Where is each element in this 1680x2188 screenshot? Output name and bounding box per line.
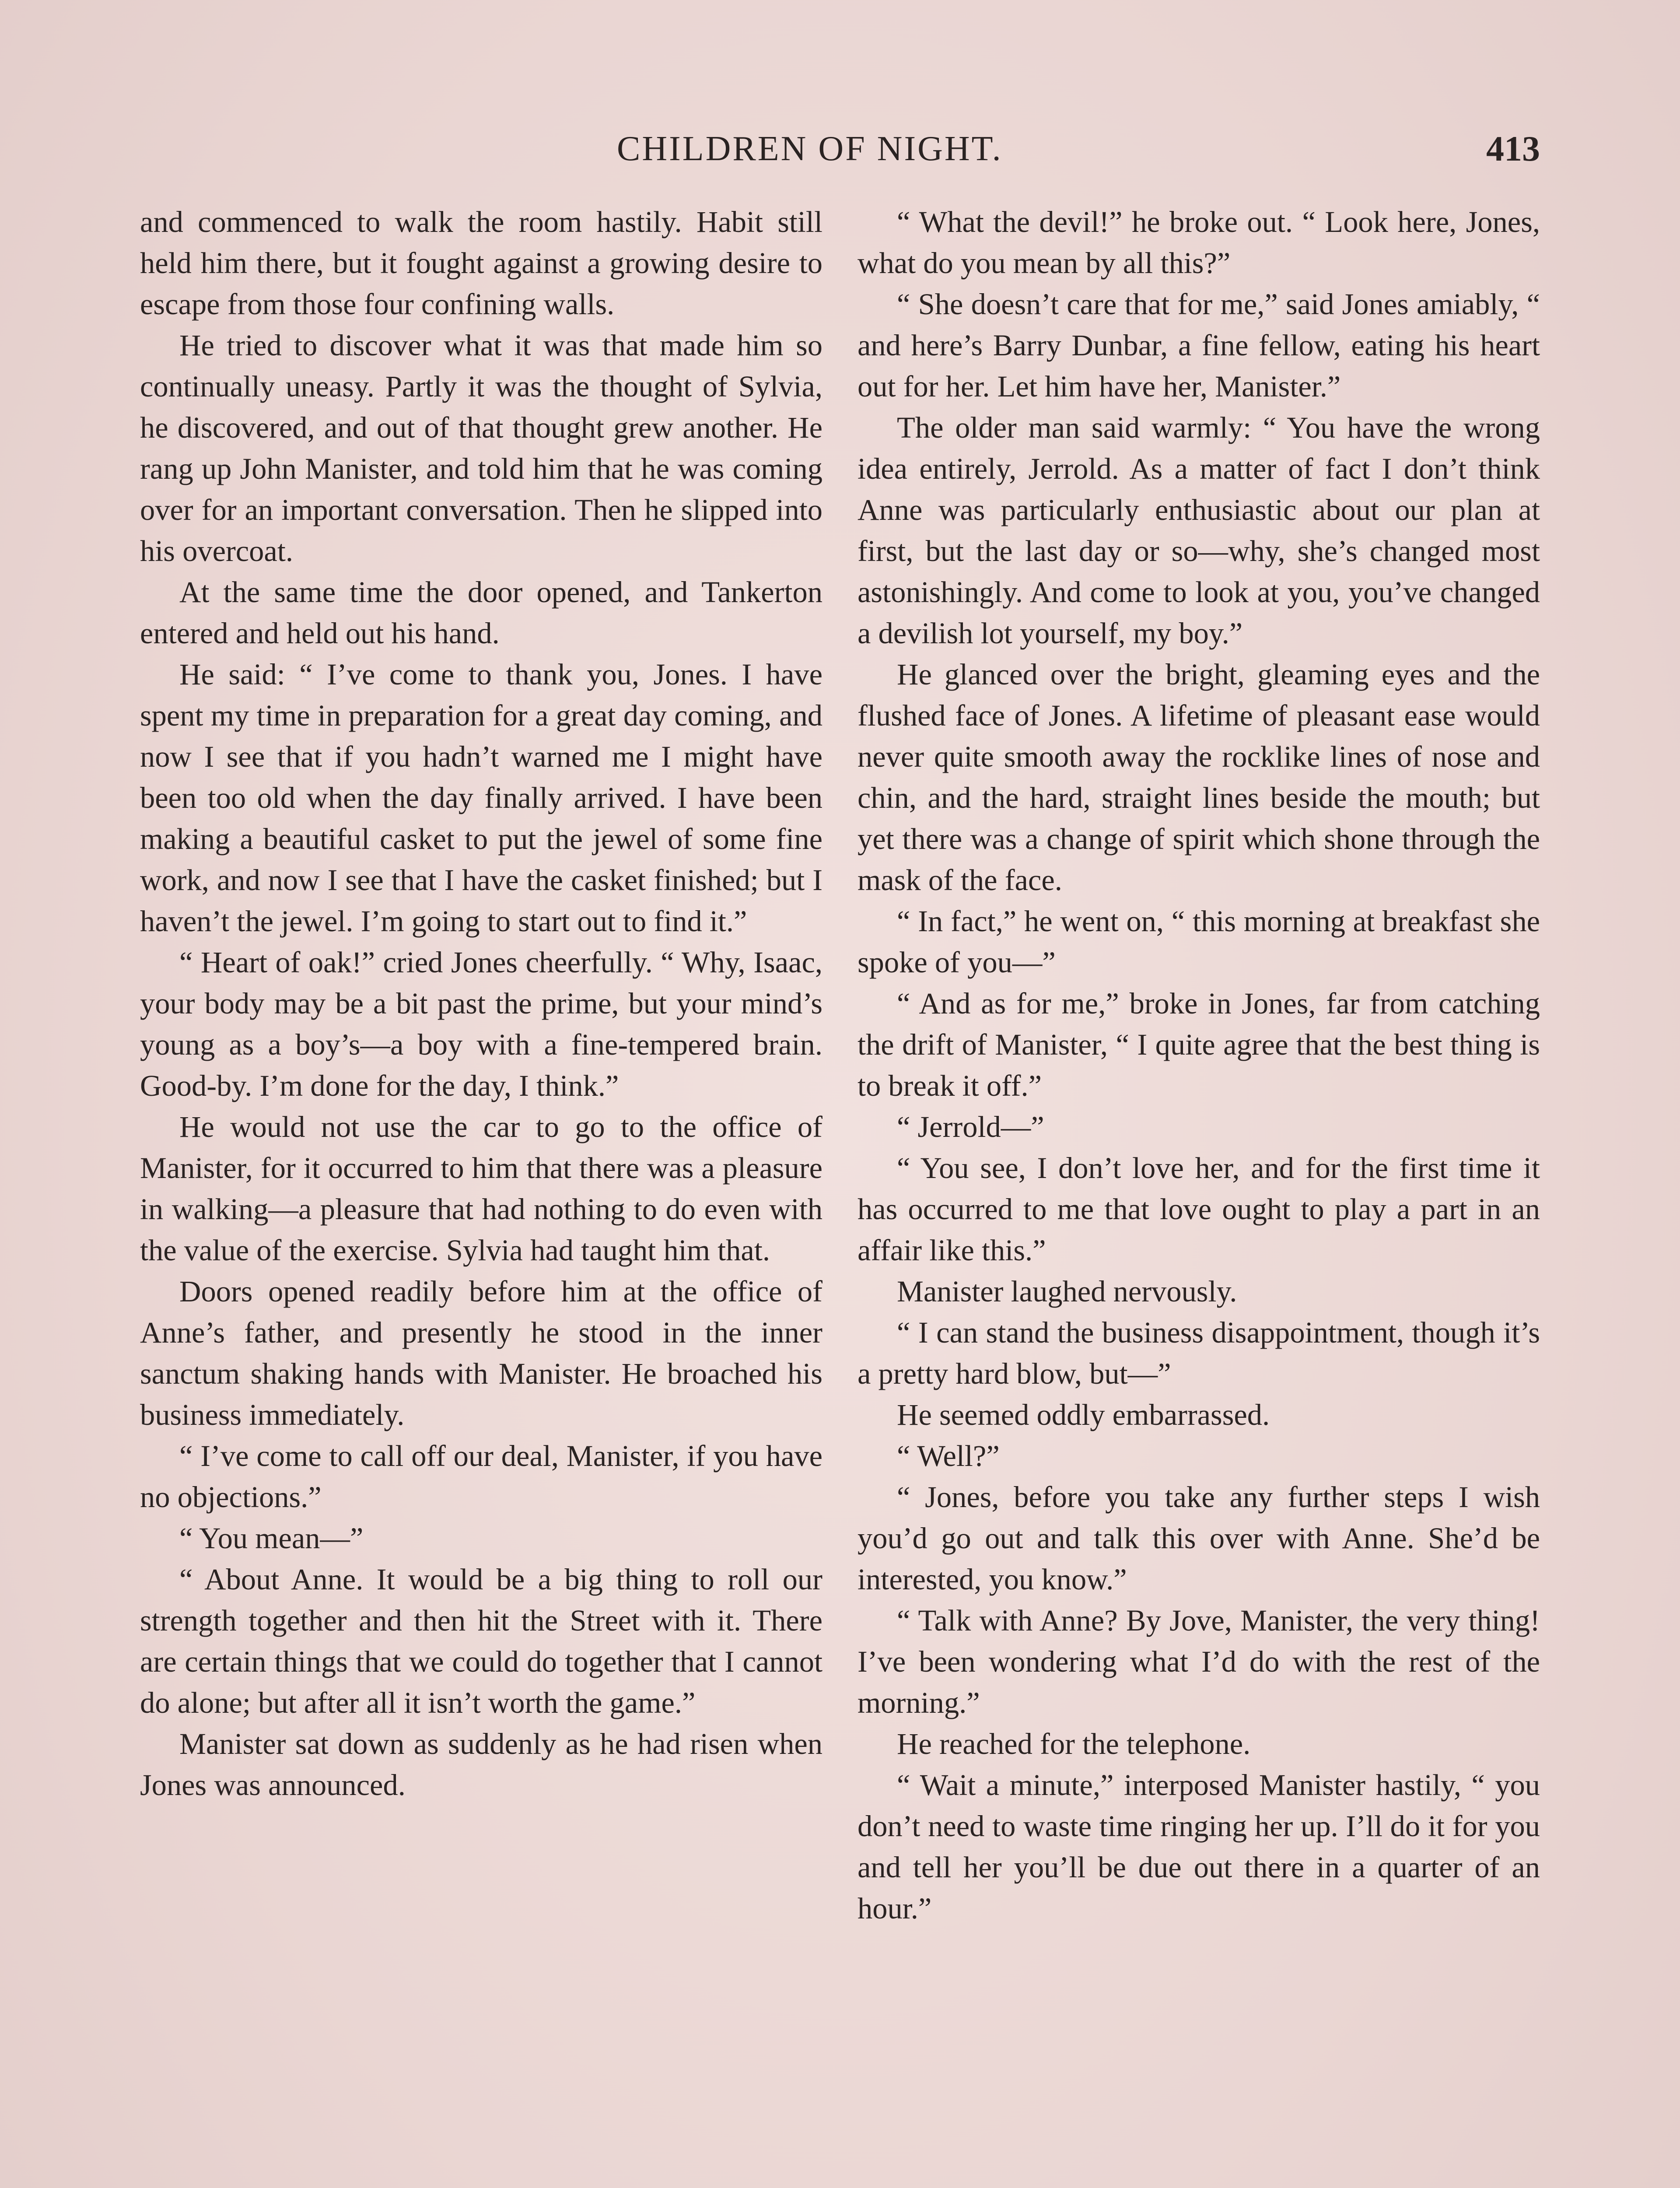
paragraph: “ Well?”	[897, 1439, 1000, 1473]
page-header	[131, 127, 1540, 175]
paragraph: “ What the devil!” he broke out. “ Look here, Jones, what do you mean by all this?”	[858, 205, 1540, 280]
paragraph: “ I can stand the business disappointment, though it’s a pretty hard blow, but—”	[858, 1316, 1540, 1390]
paragraph: Manister sat down as suddenly as he had risen when Jones was announced.	[140, 1727, 822, 1802]
paragraph: He glanced over the bright, gleaming eyes and the flushed face of Jones. A lifetime of pleasant ease would never quite smooth away the rocklike lines of nose and chin, and the hard, straight lines beside the mouth; but yet there was a change of spirit which shone through the mask of the face.	[858, 658, 1540, 897]
page-number: 413	[1486, 129, 1540, 168]
paragraph: “ Talk with Anne? By Jove, Manister, the very thing! I’ve been wondering what I’d do with the rest of the morning.”	[858, 1604, 1540, 1719]
paragraph: He said: “ I’ve come to thank you, Jones. I have spent my time in preparation for a great day coming, and now I see that if you hadn’t warned me I might have been too old when the day finally arrived. I have been making a beautiful casket to put the jewel of some fine work, and now I see that I have the casket finished; but I haven’t the jewel. I’m going to start out to find it.”	[140, 658, 822, 938]
paragraph: “ About Anne. It would be a big thing to roll our strength together and then hit the Street with it. There are certain things that we could do together that I cannot do alone; but after all it isn’t worth the game.”	[140, 1563, 822, 1719]
paragraph: “ Jones, before you take any further steps I wish you’d go out and talk this over with Anne. She’d be interested, you know.”	[858, 1480, 1540, 1596]
running-head: CHILDREN OF NIGHT.	[617, 130, 1003, 168]
paragraph: He tried to discover what it was that made him so continually uneasy. Partly it was the thought of Sylvia, he discovered, and out of that thought grew another. He rang up John Manister, and told him that he was coming over for an important conversation. Then he slipped into his overcoat.	[140, 329, 822, 568]
paragraph: He reached for the telephone.	[897, 1727, 1251, 1760]
paragraph: At the same time the door opened, and Tankerton entered and held out his hand.	[140, 575, 822, 650]
paragraph: “ You mean—”	[179, 1522, 364, 1555]
paragraph: and commenced to walk the room hastily. Habit still held him there, but it fought against a growing desire to escape from those four confining walls.	[140, 205, 822, 321]
paragraph: He seemed oddly embarrassed.	[897, 1398, 1270, 1431]
paragraph: “ I’ve come to call off our deal, Manister, if you have no objections.”	[140, 1439, 822, 1514]
paragraph: “ You see, I don’t love her, and for the first time it has occurred to me that love ought to play a part in an affair like this.”	[858, 1151, 1540, 1267]
paragraph: “ Wait a minute,” interposed Manister hastily, “ you don’t need to waste time ringing her up. I’ll do it for you and tell her you’ll be due out there in a quarter of an hour.”	[858, 1768, 1540, 1925]
paragraph: Doors opened readily before him at the office of Anne’s father, and presently he stood in the inner sanctum shaking hands with Manister. He broached his business immediately.	[140, 1275, 822, 1431]
paragraph: He would not use the car to go to the office of Manister, for it occurred to him that there was a pleasure in walking—a pleasure that had nothing to do even with the value of the exercise. Sylvia had taught him that.	[140, 1110, 822, 1267]
left-column	[140, 201, 822, 1806]
paragraph: “ In fact,” he went on, “ this morning at breakfast she spoke of you—”	[858, 905, 1540, 979]
paragraph: “ Jerrold—”	[897, 1110, 1044, 1143]
paragraph: “ And as for me,” broke in Jones, far from catching the drift of Manister, “ I quite agree that the best thing is to break it off.”	[858, 987, 1540, 1102]
right-column	[858, 201, 1540, 1929]
paragraph: “ Heart of oak!” cried Jones cheerfully. “ Why, Isaac, your body may be a bit past the prime, but your mind’s young as a boy’s—a boy with a fine-tempered brain. Good-by. I’m done for the day, I think.”	[140, 946, 822, 1102]
paragraph: Manister laughed nervously.	[897, 1275, 1237, 1308]
paragraph: “ She doesn’t care that for me,” said Jones amiably, “ and here’s Barry Dunbar, a fine fellow, eating his heart out for her. Let him have her, Manister.”	[858, 288, 1540, 403]
paragraph: The older man said warmly: “ You have the wrong idea entirely, Jerrold. As a matter of fact I don’t think Anne was particularly enthusiastic about our plan at first, but the last day or so—why, she’s changed most astonishingly. And come to look at you, you’ve changed a devilish lot yourself, my boy.”	[858, 411, 1540, 650]
